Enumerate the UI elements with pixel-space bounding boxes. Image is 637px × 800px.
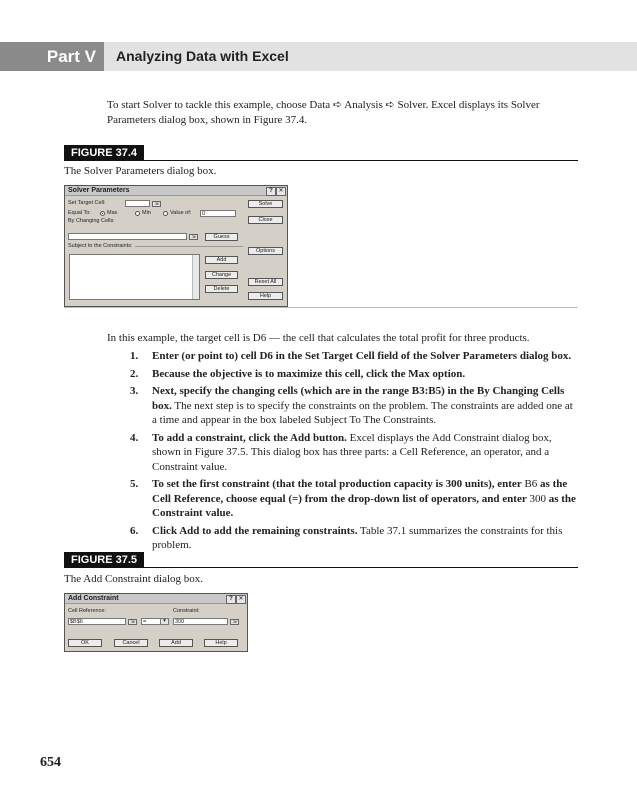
chevron-down-icon[interactable]: ▾ [160, 619, 168, 624]
list-item: 3. Next, specify the changing cells (which are in the range B3:B5) in the By Changing Cells box. The next step is to specify the constraints on the problem. The constraints are added one at a time and appear in the box labeled Subject To The Constraints. [130, 385, 573, 426]
ref-collapse-icon[interactable]: ⇲ [230, 619, 239, 625]
help-icon[interactable]: ? [226, 595, 236, 604]
options-button[interactable]: Options [248, 247, 283, 255]
cancel-button[interactable]: Cancel [114, 639, 148, 647]
min-label: Min [142, 210, 151, 216]
value-of-radio[interactable] [163, 211, 168, 216]
ref-collapse-icon[interactable]: ⇲ [128, 619, 137, 625]
solve-button[interactable]: Solve [248, 200, 283, 208]
guess-button[interactable]: Guess [205, 233, 238, 241]
figure-rule [64, 567, 578, 568]
list-item: 1. Enter (or point to) cell D6 in the Set Target Cell field of the Solver Parameters dialog box. [130, 350, 572, 362]
add-button[interactable]: Add [205, 256, 238, 264]
list-item: 4. To add a constraint, click the Add button. Excel displays the Add Constraint dialog box, shown in Figure 37.5. This dialog box has three parts: a Cell Reference, an operator, and a Constraint value. [130, 431, 552, 473]
ref-collapse-icon[interactable]: ⇲ [152, 201, 161, 207]
changing-cells-input[interactable] [68, 233, 187, 240]
close-button[interactable]: Close [248, 216, 283, 224]
equal-to-label: Equal To: [68, 210, 91, 216]
close-icon[interactable]: ✕ [276, 187, 286, 196]
add-constraint-dialog [64, 593, 248, 652]
intro-paragraph: To start Solver to tackle this example, choose Data ➪ Analysis ➪ Solver. Excel displays its Solver Parameters dialog box, shown in Figure 37.4. [107, 99, 540, 126]
figure-bottom-rule [64, 307, 578, 308]
delete-button[interactable]: Delete [205, 285, 238, 293]
cell-reference-input[interactable]: $B$6 [68, 618, 126, 625]
max-radio[interactable] [100, 211, 105, 216]
target-cell-paragraph: In this example, the target cell is D6 — the cell that calculates the total profit for three products. [107, 332, 530, 344]
subject-to-label: Subject to the Constraints: [68, 243, 133, 249]
value-of-label: Value of: [170, 210, 192, 216]
by-changing-label: By Changing Cells: [68, 218, 115, 224]
close-icon[interactable]: ✕ [236, 595, 246, 604]
list-item: 2. Because the objective is to maximize this cell, click the Max option. [130, 367, 466, 380]
max-label: Max [107, 210, 118, 216]
part-label: Part V [0, 42, 104, 71]
figure-rule [64, 160, 578, 161]
cell-reference-label: Cell Reference: [68, 608, 106, 614]
ref-collapse-icon[interactable]: ⇲ [189, 234, 198, 240]
help-button[interactable]: Help [248, 292, 283, 300]
help-button[interactable]: Help [204, 639, 238, 647]
list-item: 6. Click Add to add the remaining constraints. Table 37.1 summarizes the constraints for this problem. [130, 524, 563, 551]
dialog-title: Add Constraint [65, 594, 247, 604]
ok-button[interactable]: OK [68, 639, 102, 647]
constraints-listbox[interactable] [69, 254, 200, 300]
min-radio[interactable] [135, 211, 140, 216]
steps-list [130, 349, 580, 556]
list-item: 5. To set the first constraint (that the total production capacity is 300 units), enter B6 as the Cell Reference, choose equal (=) from the drop-down list of operators, and enter 300 as the Constraint value. [130, 478, 576, 519]
operator-value: = [143, 619, 147, 625]
figure-label-37-5: FIGURE 37.5 [64, 552, 144, 568]
solver-parameters-dialog [64, 185, 288, 307]
constraint-input[interactable]: 300 [173, 618, 228, 625]
set-target-label: Set Target Cell: [68, 200, 106, 206]
figure-caption-37-5: The Add Constraint dialog box. [64, 573, 204, 585]
set-target-input[interactable] [125, 200, 150, 207]
value-of-input[interactable]: 0 [200, 210, 236, 217]
change-button[interactable]: Change [205, 271, 238, 279]
listbox-scrollbar[interactable] [192, 255, 199, 299]
figure-label-37-4: FIGURE 37.4 [64, 145, 144, 161]
reset-all-button[interactable]: Reset All [248, 278, 283, 286]
operator-select[interactable] [141, 618, 169, 625]
help-icon[interactable]: ? [266, 187, 276, 196]
add-button[interactable]: Add [159, 639, 193, 647]
chapter-part-title: Analyzing Data with Excel [116, 48, 289, 64]
constraint-label: Constraint: [173, 608, 200, 614]
dialog-title: Solver Parameters [65, 186, 287, 196]
figure-caption-37-4: The Solver Parameters dialog box. [64, 165, 217, 177]
page-number: 654 [40, 755, 61, 770]
